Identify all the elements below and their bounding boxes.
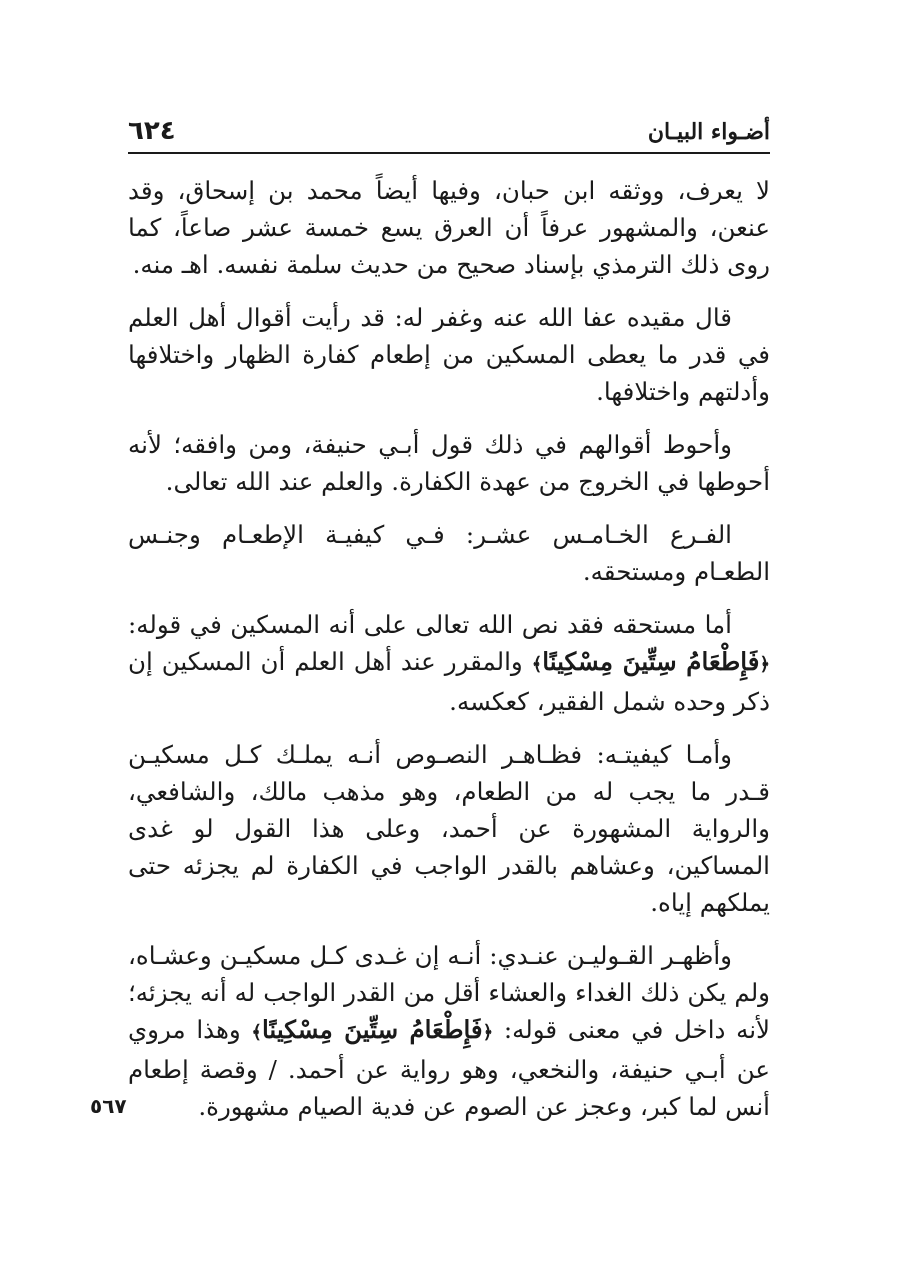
paragraph-3: وأحوط أقوالهم في ذلك قول أبـي حنيفة، ومن وافقه؛ لأنه أحوطها في الخروج من عهدة الكفارة. والعلم عند الله تعالى. — [128, 430, 770, 496]
margin-page-reference: ٥٦٧ — [90, 1094, 127, 1118]
paragraph-5-text-before: أما مستحقه فقد نص الله تعالى على أنه المسكين في قوله: — [128, 610, 732, 639]
page-header — [128, 112, 770, 154]
page-number: ٦٢٤ — [128, 116, 176, 146]
paragraph-6: وأمـا كيفيتـه: فظـاهـر النصـوص أنـه يملـك كـل مسكيـن قـدر ما يجب له من الطعام، وهو مذهب مالك، والشافعي، والرواية المشهورة عن أحمد، وعلى هذا القول لو غدى المساكين، وعشاهم بالقدر الواجب في الكفارة لم يجزئه حتى يملكهم إياه. — [128, 740, 770, 917]
quran-bracket-close: ﴾ — [251, 1022, 262, 1043]
quran-bracket-close: ﴾ — [531, 654, 543, 675]
quran-bracket-open: ﴿ — [759, 654, 770, 675]
paragraph-5 — [128, 606, 770, 720]
paragraph-2: قال مقيده عفا الله عنه وغفر له: قد رأيت أقوال أهل العلم في قدر ما يعطى المسكين من إطعام كفارة الظهار واختلافها وأدلتهم واختلافها. — [128, 303, 770, 406]
book-title: أضـواء البيـان — [647, 119, 770, 145]
page-body — [128, 172, 770, 1141]
paragraph-7-text-after: وهذا مروي عن أبـي حنيفة، والنخعي، وهو رواية عن أحمد. / وقصة إطعام أنس لما كبر، وعجز عن الصوم عن فدية الصيام مشهورة. — [128, 1015, 770, 1121]
paragraph-5-text-after: والمقرر عند أهل العلم أن المسكين إن ذكر وحده شمل الفقير، كعكسه. — [128, 647, 770, 716]
quran-bracket-open: ﴿ — [482, 1022, 494, 1043]
paragraph-1: لا يعرف، ووثقه ابن حبان، وفيها أيضاً محمد بن إسحاق، وقد عنعن، والمشهور عرفاً أن العرق يسع خمسة عشر صاعاً، كما روى ذلك الترمذي بإسناد صحيح من حديث سلمة نفسه. اهـ منه. — [128, 176, 770, 279]
section-heading: الفـرع الخـامـس عشـر: فـي كيفيـة الإطعـام وجنـس الطعـام ومستحقه. — [128, 520, 770, 586]
quran-verse: فَإِطْعَامُ سِتِّينَ مِسْكِينًا — [542, 647, 760, 676]
paragraph-7 — [128, 937, 770, 1125]
quran-verse: فَإِطْعَامُ سِتِّينَ مِسْكِينًا — [261, 1015, 483, 1044]
paragraph-7-text-before: وأظهـر القـوليـن عنـدي: أنـه إن غـدى كـل مسكيـن وعشـاه، ولم يكن ذلك الغداء والعشاء أقل من القدر الواجب له أنه يجزئه؛ لأنه داخل في معنى قوله: — [128, 941, 771, 1044]
